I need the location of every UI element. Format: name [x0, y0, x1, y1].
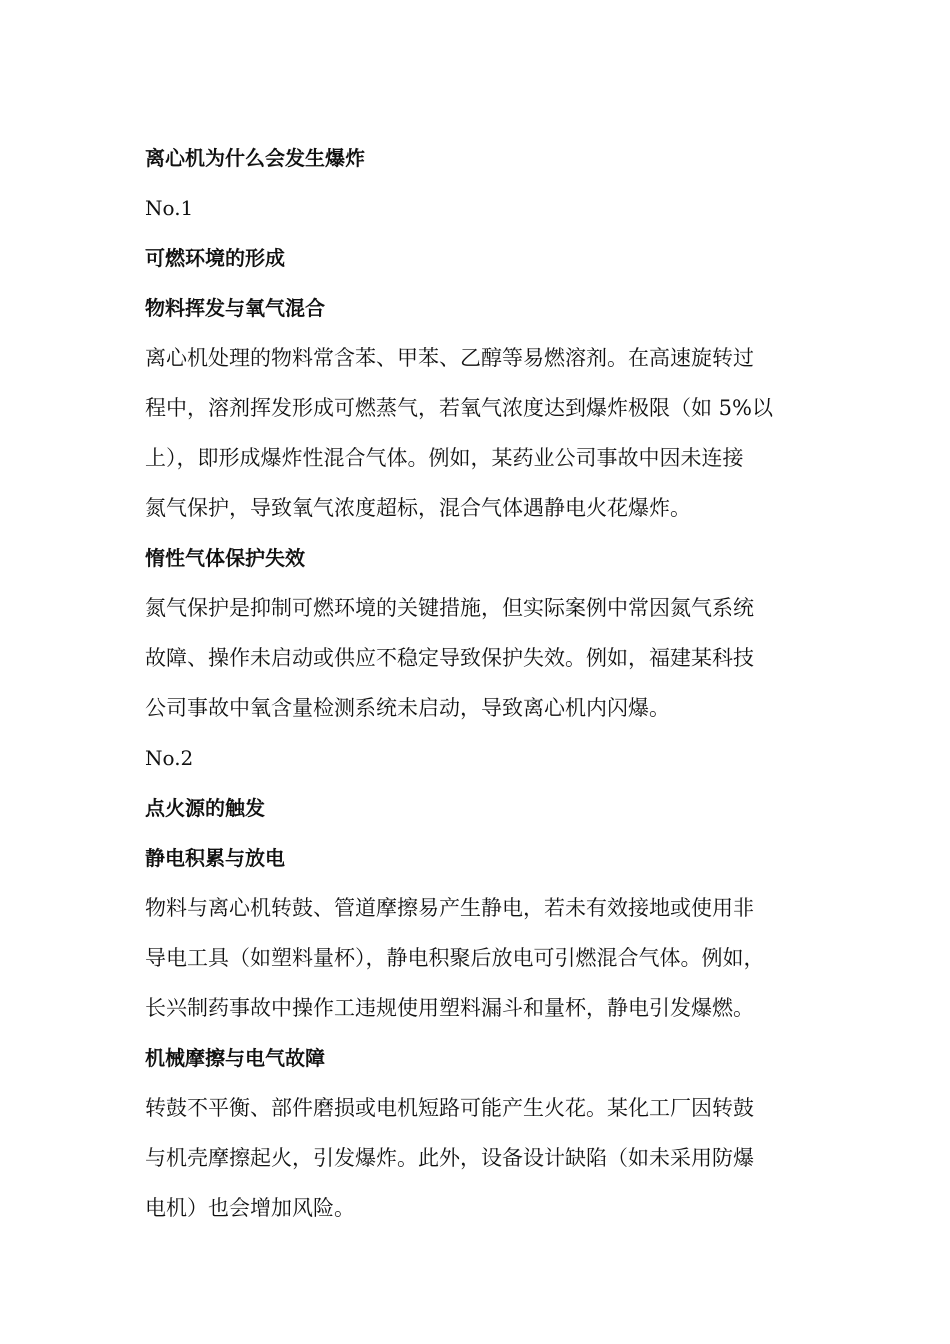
- paragraph-line: 程中，溶剂挥发形成可燃蒸气，若氧气浓度达到爆炸极限（如 5%以: [145, 396, 773, 420]
- document-page: [145, 133, 805, 1233]
- section-number-2: No.2: [145, 746, 194, 770]
- paragraph-line: 上），即形成爆炸性混合气体。例如，某药业公司事故中因未连接: [145, 446, 744, 470]
- paragraph-line: 导电工具（如塑料量杯），静电积聚后放电可引燃混合气体。例如，: [145, 946, 765, 970]
- subsection-heading-2-1: 静电积累与放电: [145, 846, 285, 870]
- subsection-heading-1-1: 物料挥发与氧气混合: [145, 296, 325, 320]
- paragraph-line: 电机）也会增加风险。: [145, 1196, 355, 1220]
- subsection-heading-1-2: 惰性气体保护失效: [145, 546, 305, 570]
- paragraph-line: 长兴制药事故中操作工违规使用塑料漏斗和量杯，静电引发爆燃。: [145, 996, 754, 1020]
- paragraph-line: 公司事故中氧含量检测系统未启动，导致离心机内闪爆。: [145, 696, 670, 720]
- paragraph-line: 转鼓不平衡、部件磨损或电机短路可能产生火花。某化工厂因转鼓: [145, 1096, 754, 1120]
- paragraph-line: 与机壳摩擦起火，引发爆炸。此外，设备设计缺陷（如未采用防爆: [145, 1146, 754, 1170]
- paragraph-line: 氮气保护，导致氧气浓度超标，混合气体遇静电火花爆炸。: [145, 496, 691, 520]
- paragraph-line: 离心机处理的物料常含苯、甲苯、乙醇等易燃溶剂。在高速旋转过: [145, 346, 754, 370]
- section-heading-1: 可燃环境的形成: [145, 246, 285, 270]
- subsection-heading-2-2: 机械摩擦与电气故障: [145, 1046, 325, 1070]
- paragraph-line: 氮气保护是抑制可燃环境的关键措施，但实际案例中常因氮气系统: [145, 596, 754, 620]
- paragraph-line: 物料与离心机转鼓、管道摩擦易产生静电，若未有效接地或使用非: [145, 896, 754, 920]
- document-title: 离心机为什么会发生爆炸: [145, 146, 365, 170]
- paragraph-line: 故障、操作未启动或供应不稳定导致保护失效。例如，福建某科技: [145, 646, 754, 670]
- section-number-1: No.1: [145, 196, 194, 220]
- section-heading-2: 点火源的触发: [145, 796, 265, 820]
